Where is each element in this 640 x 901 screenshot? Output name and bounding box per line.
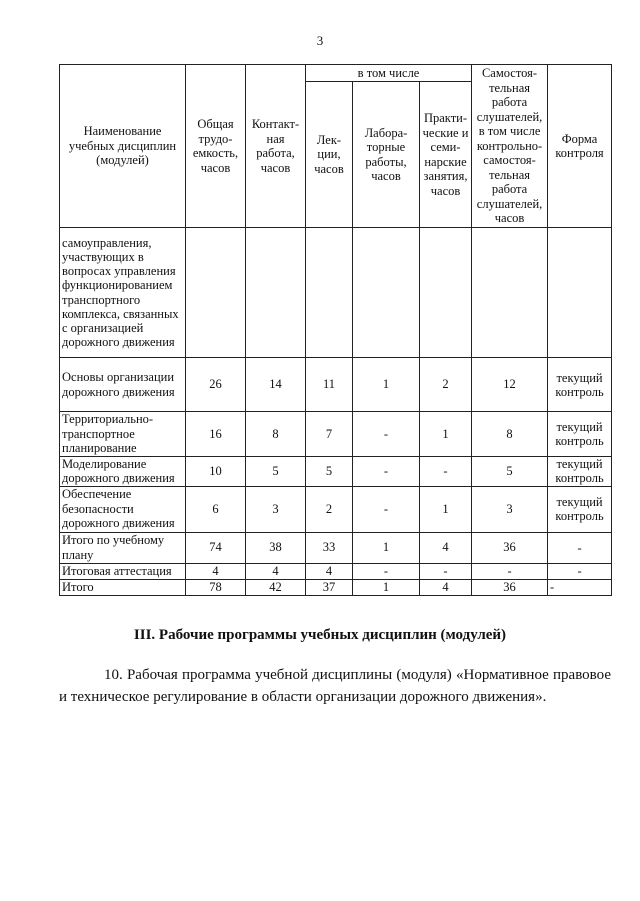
row-selfwork: 8: [472, 412, 548, 457]
empty-cell: [353, 228, 420, 358]
row-form: -: [548, 579, 612, 595]
header-lectures: Лек-ции, часов: [306, 82, 353, 228]
header-self-work: Самостоя-тельная работа слушателей, в том числе контрольно-самостоя-тельная работа слушателей, часов: [472, 65, 548, 228]
row-practice: 2: [420, 358, 472, 412]
empty-cell: [548, 228, 612, 358]
row-total: 26: [186, 358, 246, 412]
row-labs: -: [353, 486, 420, 532]
page-number: 3: [316, 33, 324, 48]
row-labs: 1: [353, 532, 420, 563]
table-row: [60, 579, 612, 595]
row-total: 4: [186, 563, 246, 579]
table-row: [60, 456, 612, 486]
row-form: текущий контроль: [548, 358, 612, 412]
row-lectures: 5: [306, 456, 353, 486]
row-form: текущий контроль: [548, 412, 612, 457]
row-contact: 3: [246, 486, 306, 532]
row-contact: 38: [246, 532, 306, 563]
row-labs: -: [353, 412, 420, 457]
row-lectures: 4: [306, 563, 353, 579]
header-contact-hours: Контакт-ная работа, часов: [246, 65, 306, 228]
row-total: 16: [186, 412, 246, 457]
row-name: Итого по учебному плану: [60, 532, 186, 563]
body-paragraph: 10. Рабочая программа учебной дисциплины (модуля) «Нормативное правовое и техническое регулирование в области организации дорожного движения».: [59, 667, 611, 705]
table-row: [60, 358, 612, 412]
row-form: текущий контроль: [548, 456, 612, 486]
continuation-name: самоуправления, участвующих в вопросах управления функционированием транспортного комплекса, связанных с организацией дорожного движения: [60, 228, 186, 358]
empty-cell: [306, 228, 353, 358]
row-selfwork: -: [472, 563, 548, 579]
section-heading: III. Рабочие программы учебных дисциплин (модулей): [133, 627, 507, 643]
header-control-form: Форма контроля: [548, 65, 612, 228]
row-labs: -: [353, 456, 420, 486]
empty-cell: [420, 228, 472, 358]
row-name: Основы организации дорожного движения: [60, 358, 186, 412]
row-selfwork: 12: [472, 358, 548, 412]
row-total: 6: [186, 486, 246, 532]
row-selfwork: 36: [472, 579, 548, 595]
empty-cell: [246, 228, 306, 358]
row-selfwork: 36: [472, 532, 548, 563]
row-total: 74: [186, 532, 246, 563]
header-total-hours: Общая трудо-емкость, часов: [186, 65, 246, 228]
row-form: текущий контроль: [548, 486, 612, 532]
row-form: -: [548, 532, 612, 563]
header-including: в том числе: [306, 65, 472, 82]
row-contact: 14: [246, 358, 306, 412]
header-discipline-name: Наименование учебных дисциплин (модулей): [60, 65, 186, 228]
empty-cell: [472, 228, 548, 358]
row-practice: 1: [420, 486, 472, 532]
curriculum-table: [59, 64, 612, 596]
row-lectures: 11: [306, 358, 353, 412]
row-form: -: [548, 563, 612, 579]
table-row: [60, 486, 612, 532]
row-practice: -: [420, 563, 472, 579]
row-contact: 42: [246, 579, 306, 595]
row-practice: -: [420, 456, 472, 486]
row-total: 78: [186, 579, 246, 595]
row-name: Территориально-транспортное планирование: [60, 412, 186, 457]
row-lectures: 33: [306, 532, 353, 563]
row-practice: 1: [420, 412, 472, 457]
row-selfwork: 5: [472, 456, 548, 486]
row-labs: 1: [353, 579, 420, 595]
empty-cell: [186, 228, 246, 358]
row-contact: 4: [246, 563, 306, 579]
row-name: Обеспечение безопасности дорожного движения: [60, 486, 186, 532]
table-row: [60, 228, 612, 358]
row-lectures: 37: [306, 579, 353, 595]
row-practice: 4: [420, 579, 472, 595]
row-total: 10: [186, 456, 246, 486]
table-row: [60, 563, 612, 579]
row-name: Моделирование дорожного движения: [60, 456, 186, 486]
table-row: [60, 532, 612, 563]
header-labs: Лабора-торные работы, часов: [353, 82, 420, 228]
row-labs: -: [353, 563, 420, 579]
row-selfwork: 3: [472, 486, 548, 532]
row-name: Итоговая аттестация: [60, 563, 186, 579]
table-row: [60, 412, 612, 457]
row-lectures: 2: [306, 486, 353, 532]
header-practice: Практи-ческие и семи-нарские занятия, часов: [420, 82, 472, 228]
row-lectures: 7: [306, 412, 353, 457]
row-labs: 1: [353, 358, 420, 412]
row-contact: 5: [246, 456, 306, 486]
row-name: Итого: [60, 579, 186, 595]
row-practice: 4: [420, 532, 472, 563]
row-contact: 8: [246, 412, 306, 457]
